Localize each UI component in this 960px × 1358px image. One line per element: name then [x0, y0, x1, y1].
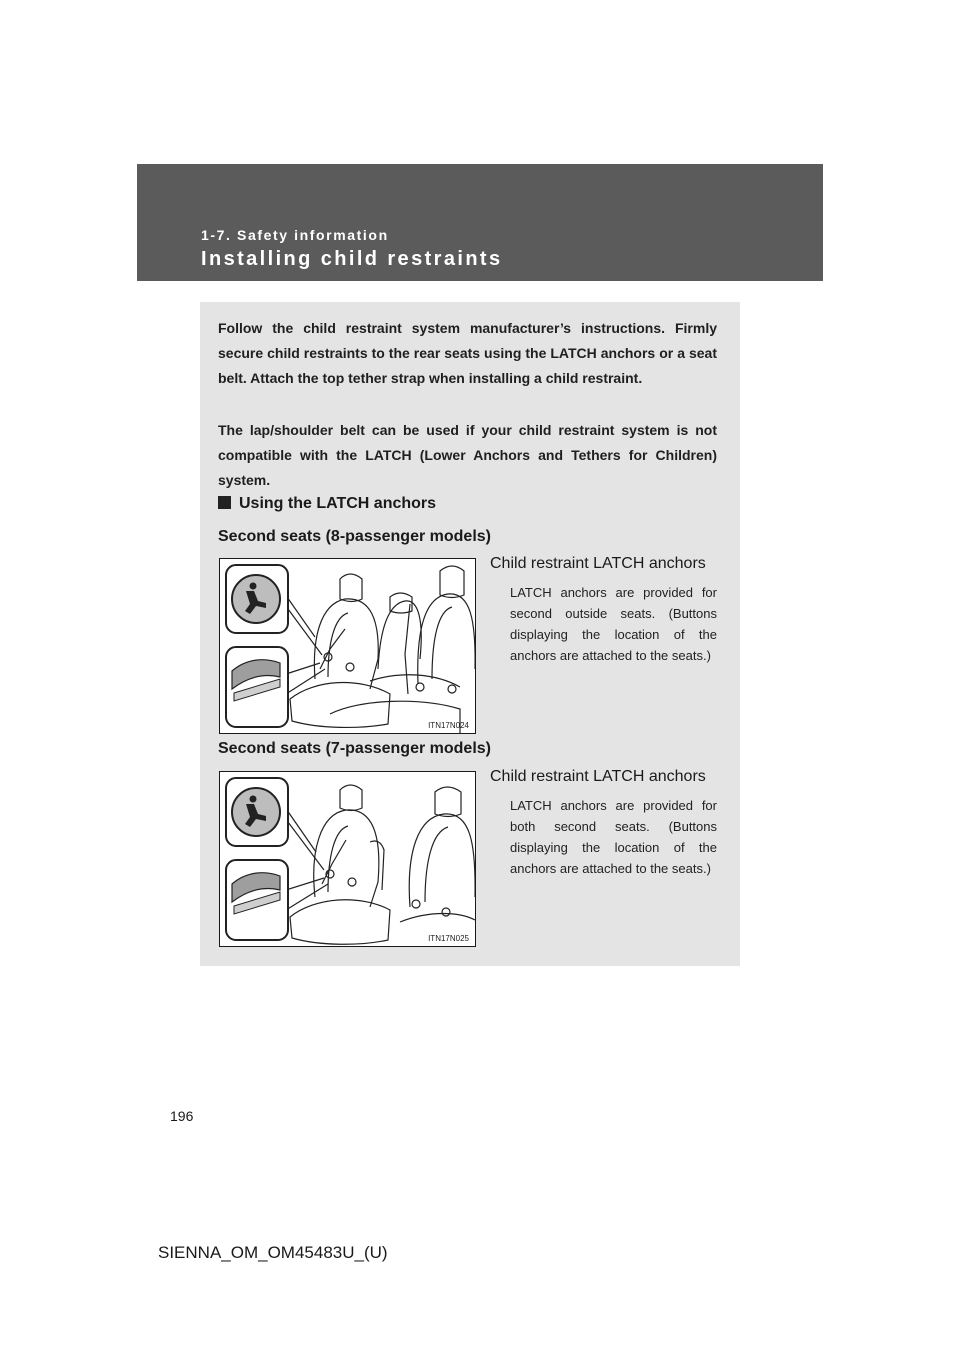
seat-drawing-8-passenger — [220, 559, 475, 733]
caption-title-7-passenger: Child restraint LATCH anchors — [490, 768, 706, 785]
caption-body-8-passenger: LATCH anchors are provided for second outside seats. (Buttons displaying the location of the anchors are attached to the seats.) — [510, 585, 717, 663]
caption-title-8-passenger: Child restraint LATCH anchors — [490, 555, 706, 572]
page-title: Installing child restraints — [201, 248, 503, 270]
seat-illustration-7-passenger — [219, 771, 476, 947]
content-box — [200, 302, 740, 966]
seat-drawing-7-passenger — [220, 772, 475, 946]
seat-heading-7-passenger: Second seats (7-passenger models) — [218, 740, 491, 757]
intro-paragraph-1: Follow the child restraint system manufacturer’s instructions. Firmly secure child restraints to the rear seats using the LATCH anchors or a seat belt. Attach the top tether strap when installing a child restraint. — [218, 320, 717, 386]
latch-subheading — [218, 495, 436, 513]
square-bullet-icon — [218, 496, 231, 509]
latch-subheading-text: Using the LATCH anchors — [239, 495, 437, 512]
page-number: 196 — [170, 1108, 194, 1124]
seat-heading-8-passenger: Second seats (8-passenger models) — [218, 528, 491, 545]
seat-illustration-8-passenger — [219, 558, 476, 734]
document-code: SIENNA_OM_OM45483U_(U) — [158, 1243, 388, 1262]
section-label: 1-7. Safety information — [201, 227, 389, 243]
intro-paragraph-2: The lap/shoulder belt can be used if your child restraint system is not compatible with the LATCH (Lower Anchors and Tethers for Children) system. — [218, 422, 717, 488]
figure-code: ITN17N024 — [428, 721, 469, 730]
header-band — [137, 164, 823, 281]
caption-body-7-passenger: LATCH anchors are provided for both second seats. (Buttons displaying the location of the anchors are attached to the seats.) — [510, 798, 717, 876]
figure-code: ITN17N025 — [428, 934, 469, 943]
